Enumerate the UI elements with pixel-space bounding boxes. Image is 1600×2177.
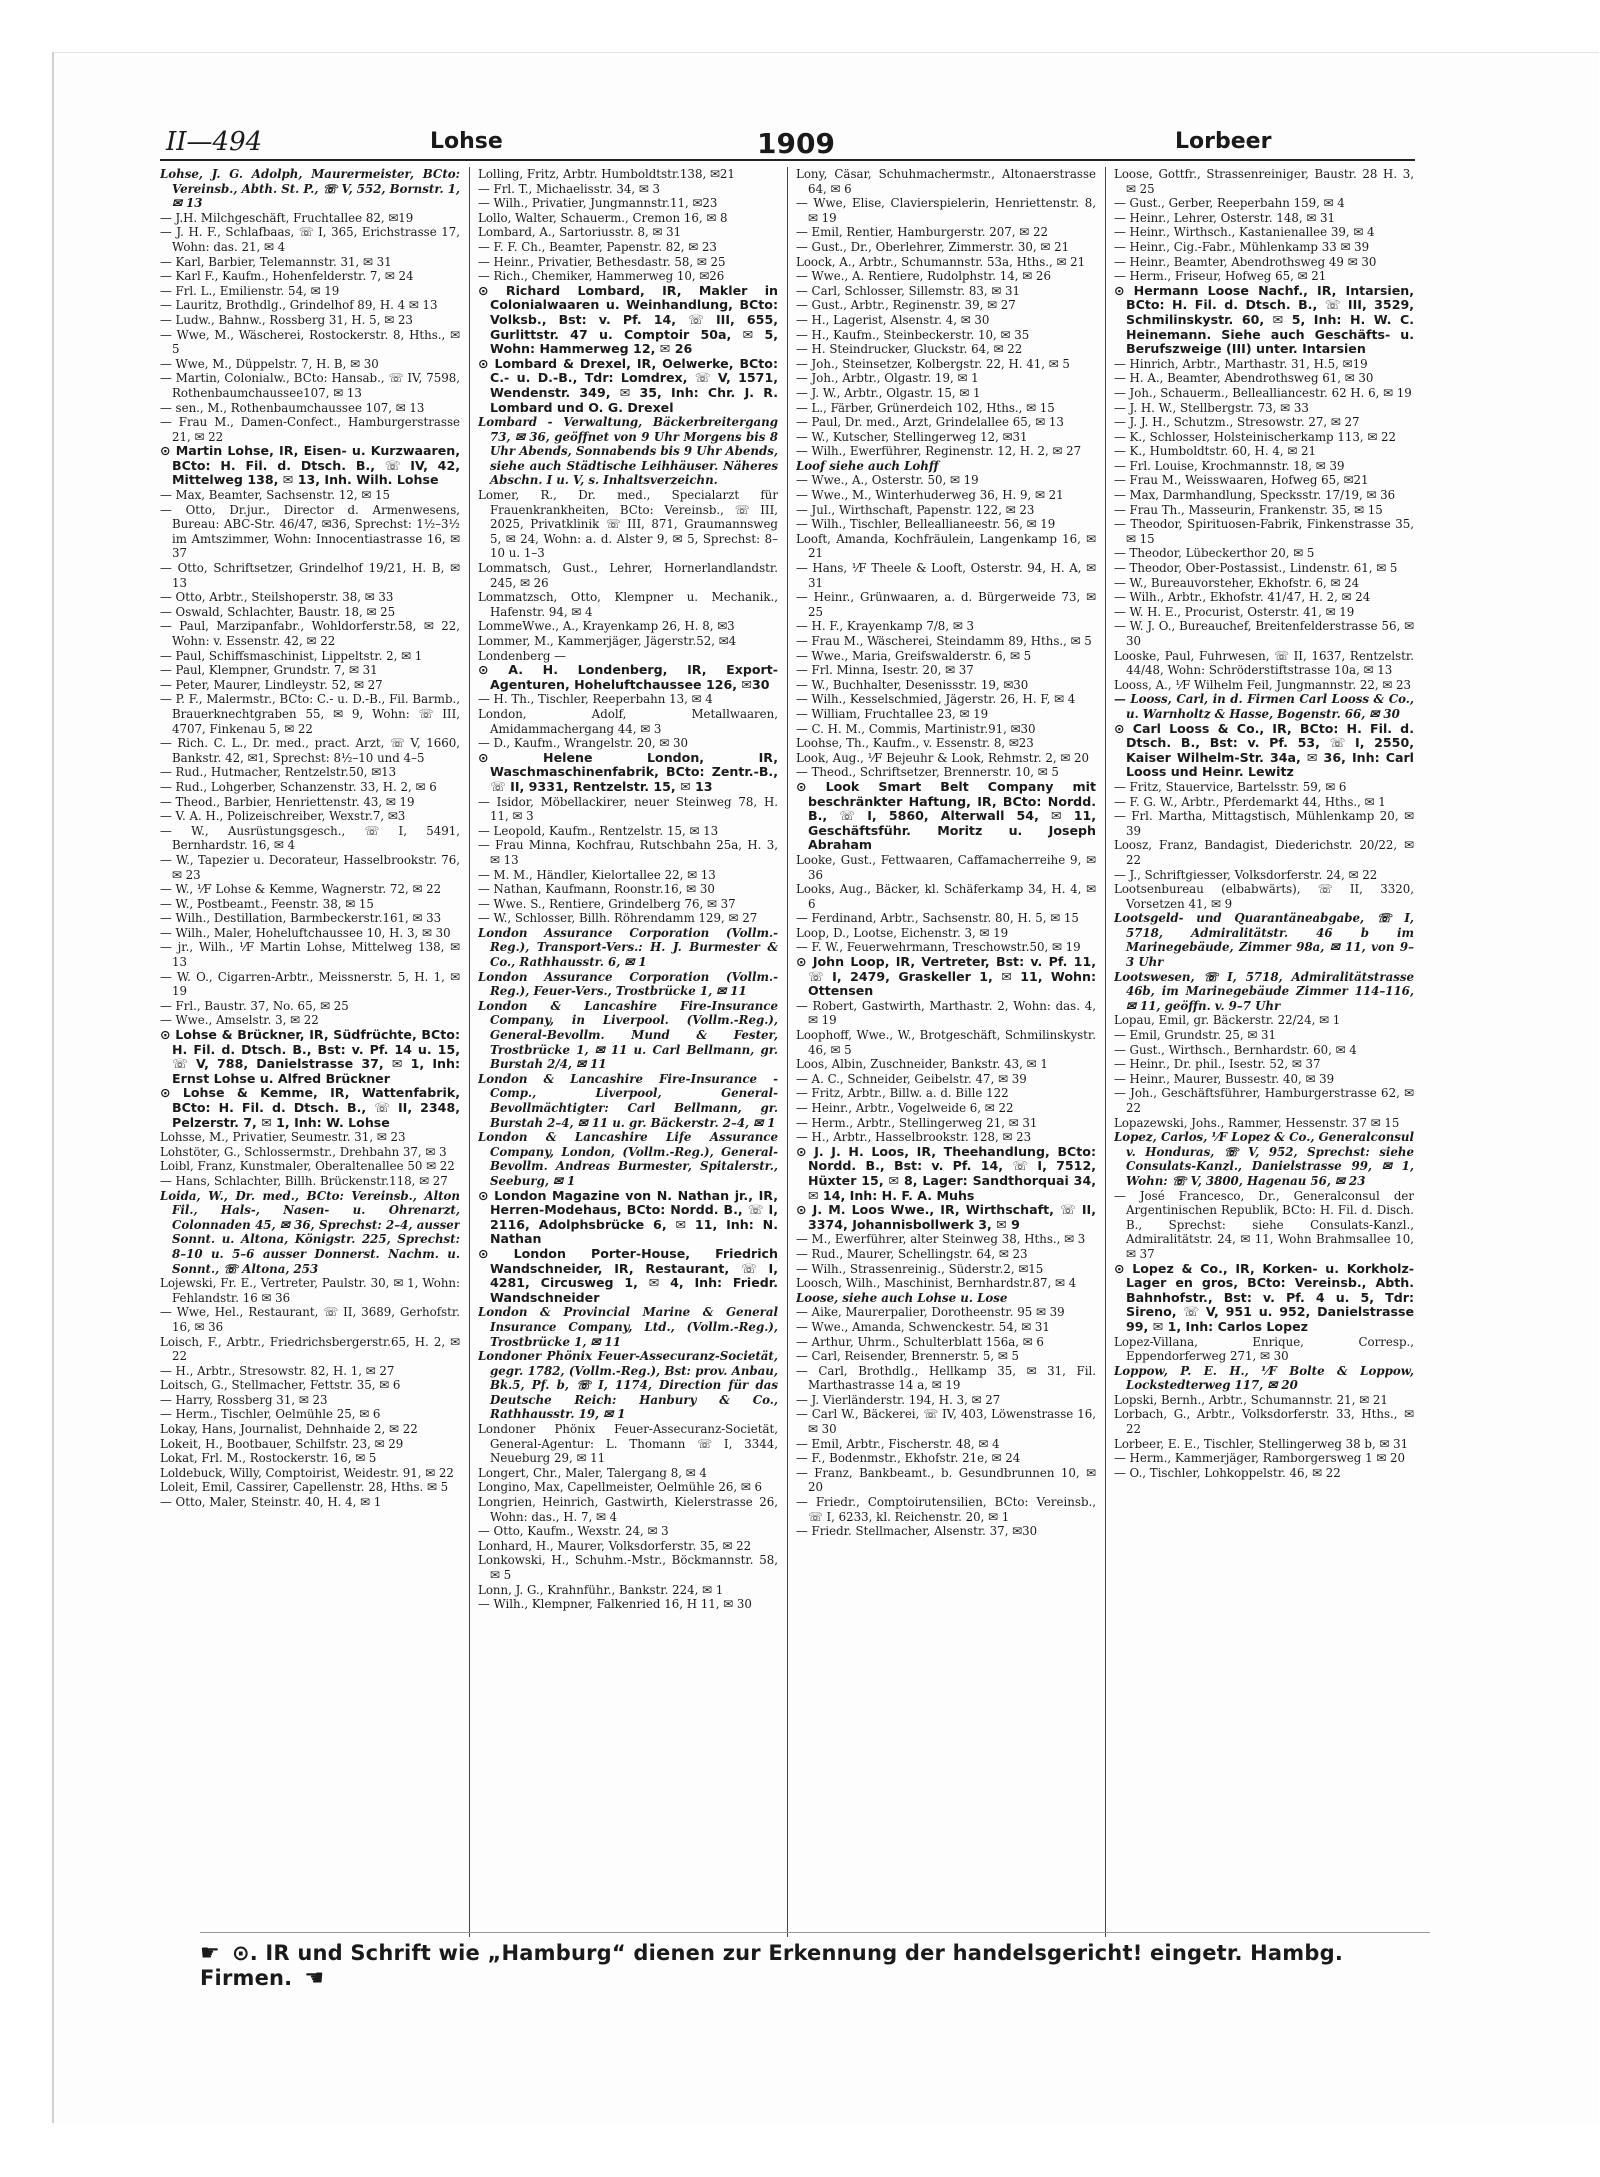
directory-entry: Looske, Paul, Fuhrwesen, ☏ II, 1637, Rentzelstr. 44/48, Wohn: Schröderstiftstrasse 10a, ✉ 13 — [1114, 648, 1414, 678]
directory-entry: — Wilh., Strassenreinig., Süderstr.2, ✉15 — [796, 1261, 1044, 1276]
directory-entry: — Rud., Hutmacher, Rentzelstr.50, ✉13 — [160, 765, 397, 780]
directory-entry: Lopez, Carlos, ⅟F Lopez & Co., Generalconsul v. Honduras, ☏ V, 952, Sprechst: siehe Consulats-Kanzl., Danielstrasse 99, ✉ 1, Wohn: ☏ V, 3800, Hagenau 56, ✉ 23 — [1114, 1130, 1414, 1188]
directory-entry: — Rud., Maurer, Schellingstr. 64, ✉ 23 — [796, 1246, 1028, 1261]
directory-entry: Londoner Phönix Feuer-Assecuranz-Societät, General-Agentur: L. Thomann ☏ I, 3344, Neueburg 29, ✉ 11 — [478, 1422, 778, 1466]
directory-entry: — Arthur, Uhrm., Schulterblatt 156a, ✉ 6 — [796, 1334, 1044, 1349]
directory-entry: — Joh., Steinsetzer, Kolbergstr. 22, H. 41, ✉ 5 — [796, 356, 1070, 371]
directory-entry: — Oswald, Schlachter, Baustr. 18, ✉ 25 — [160, 604, 396, 619]
directory-entry: — Heinr., Maurer, Bussestr. 40, ✉ 39 — [1114, 1071, 1335, 1086]
column-3 — [796, 167, 1096, 1937]
directory-entry: — jr., Wilh., ⅟F Martin Lohse, Mittelweg 138, ✉ 13 — [160, 940, 460, 970]
directory-entry: Lonkowski, H., Schuhm.-Mstr., Böckmannstr. 58, ✉ 5 — [478, 1553, 778, 1582]
directory-entry: Loose, Gottfr., Strassenreiniger, Baustr. 28 H. 3, ✉ 25 — [1114, 167, 1414, 196]
directory-entry: — Heinr., Beamter, Abendrothsweg 49 ✉ 30 — [1114, 254, 1377, 269]
directory-entry: London & Lancashire Life Assurance Company, London, (Vollm.-Reg.), General-Bevollm. Andreas Burmester, Spitalerstr., Seeburg, ✉ 1 — [478, 1130, 778, 1188]
directory-entry: — Joh., Arbtr., Olgastr. 19, ✉ 1 — [796, 371, 979, 386]
directory-entry: Loppow, P. E. H., ⅟F Bolte & Loppow, Lockstedterweg 117, ✉ 20 — [1114, 1363, 1414, 1393]
directory-entry: — H., Lagerist, Alsenstr. 4, ✉ 30 — [796, 312, 990, 327]
directory-entry: Lokeit, H., Bootbauer, Schilfstr. 23, ✉ 29 — [160, 1436, 404, 1451]
directory-entry: — Emil, Grundstr. 25, ✉ 31 — [1114, 1028, 1276, 1043]
directory-entry: — J. W., Arbtr., Olgastr. 15, ✉ 1 — [796, 385, 981, 400]
right-catchword: Lorbeer — [1175, 129, 1272, 154]
directory-entry: — Theodor, Lübeckerthor 20, ✉ 5 — [1114, 546, 1315, 561]
directory-entry: Lommer, M., Kammerjäger, Jägerstr.52, ✉4 — [478, 634, 737, 648]
directory-entry: Lonhard, H., Maurer, Volksdorferstr. 35, ✉ 22 — [478, 1538, 752, 1553]
directory-entry: Looft, Amanda, Kochfräulein, Langenkamp 16, ✉ 21 — [796, 531, 1096, 561]
directory-entry: ⊙ John Loop, IR, Vertreter, Bst: v. Pf. 11, ☏ I, 2479, Graskeller 1, ✉ 11, Wohn: Ottensen — [796, 954, 1096, 999]
directory-entry: — Wilh., Privatier, Jungmannstr.11, ✉23 — [478, 196, 718, 211]
page-footer — [200, 1932, 1430, 1991]
directory-entry: — Theod., Schriftsetzer, Brennerstr. 10, ✉ 5 — [796, 765, 1059, 780]
directory-entry: — Otto, Schriftsetzer, Grindelhof 19/21, H. B, ✉ 13 — [160, 561, 460, 590]
directory-entry: Lojewski, Fr. E., Vertreter, Paulstr. 30, ✉ 1, Wohn: Fehlandstr. 16 ✉ 36 — [160, 1276, 460, 1305]
directory-entry: — K., Humboldtstr. 60, H. 4, ✉ 21 — [1114, 444, 1316, 459]
directory-entry: — Herm., Kammerjäger, Ramborgersweg 1 ✉ 20 — [1114, 1451, 1405, 1466]
directory-entry: London & Provincial Marine & General Insurance Company, Ltd., (Vollm.-Reg.), Trostbrücke 1, ✉ 11 — [478, 1305, 778, 1349]
directory-entry: — Martin, Colonialw., BCto: Hansab., ☏ IV, 7598, Rothenbaumchaussee107, ✉ 13 — [160, 371, 460, 400]
column-1 — [160, 167, 460, 1937]
directory-entry: — Frau M., Weisswaaren, Hofweg 65, ✉21 — [1114, 473, 1369, 488]
directory-entry: — Paul, Schiffsmaschinist, Lippeltstr. 2, ✉ 1 — [160, 648, 423, 663]
directory-entry: Looke, Gust., Fettwaaren, Caffamacherreihe 9, ✉ 36 — [796, 852, 1096, 882]
directory-entry: — Gust., Arbtr., Reginenstr. 39, ✉ 27 — [796, 298, 1016, 313]
directory-entry: — W., ⅟F Lohse & Kemme, Wagnerstr. 72, ✉ 22 — [160, 882, 442, 897]
directory-entry: Lorbeer, E. E., Tischler, Stellingerweg 38 b, ✉ 31 — [1114, 1436, 1409, 1451]
directory-entry: — Frl. Louise, Krochmannstr. 18, ✉ 39 — [1114, 458, 1345, 473]
column-4 — [1114, 167, 1414, 1937]
page-number: II—494 — [166, 127, 263, 157]
directory-entry: — Aike, Maurerpalier, Dorotheenstr. 95 ✉ 39 — [796, 1305, 1065, 1320]
directory-entry: Loitsch, G., Stellmacher, Fettstr. 35, ✉ 6 — [160, 1378, 401, 1393]
directory-entry: — Peter, Maurer, Lindleystr. 52, ✉ 27 — [160, 677, 383, 692]
directory-entry: — J. J. H., Schutzm., Stresowstr. 27, ✉ 27 — [1114, 415, 1360, 430]
directory-entry: — Otto, Kaufm., Wexstr. 24, ✉ 3 — [478, 1524, 669, 1539]
directory-entry: London Assurance Corporation (Vollm.-Reg.), Transport-Vers.: H. J. Burmester & Co., Rathhausstr. 6, ✉ 1 — [478, 925, 778, 970]
directory-entry: Lony, Cäsar, Schuhmachermstr., Altonaerstrasse 64, ✉ 6 — [796, 167, 1096, 196]
directory-entry: — F. G. W., Arbtr., Pferdemarkt 44, Hths., ✉ 1 — [1114, 794, 1386, 809]
directory-entry: — Wwe, Elise, Clavierspielerin, Henriettenstr. 8, ✉ 19 — [796, 196, 1096, 225]
column-rule — [469, 167, 470, 1937]
directory-entry: — Wwe. S., Rentiere, Grindelberg 76, ✉ 37 — [478, 896, 736, 911]
directory-entry: — H., Kaufm., Steinbeckerstr. 10, ✉ 35 — [796, 327, 1030, 342]
directory-entry: — Frl., Baustr. 37, No. 65, ✉ 25 — [160, 998, 349, 1013]
directory-entry: — W., Buchhalter, Desenissstr. 19, ✉30 — [796, 677, 1029, 692]
directory-entry: — Robert, Gastwirth, Marthastr. 2, Wohn: das. 4, ✉ 19 — [796, 998, 1096, 1028]
directory-entry: — Heinr., Cig.-Fabr., Mühlenkamp 33 ✉ 39 — [1114, 239, 1370, 254]
directory-entry: Loof siehe auch Lohff — [796, 458, 939, 473]
directory-entry: Loisch, F., Arbtr., Friedrichsbergerstr.65, H. 2, ✉ 22 — [160, 1334, 460, 1364]
directory-entry: — Joh., Geschäftsführer, Hamburgerstrasse 62, ✉ 22 — [1114, 1086, 1414, 1115]
directory-entry: — W., Bureauvorsteher, Ekhofstr. 6, ✉ 24 — [1114, 575, 1360, 590]
directory-entry: Lombard - Verwaltung, Bäckerbreitergang 73, ✉ 36, geöffnet von 9 Uhr Morgens bis 8 Uhr Abends, Sonnabends bis 9 Uhr Abends, siehe auch Städtische Leihhäuser. Näheres Abschn. I u. V, s. Inhaltsverzeichn. — [478, 415, 778, 488]
directory-entry: — F. F. Ch., Beamter, Papenstr. 82, ✉ 23 — [478, 239, 717, 254]
directory-entry: — Frl. T., Michaelisstr. 34, ✉ 3 — [478, 181, 660, 196]
directory-entry: — Frau M., Damen-Confect., Hamburgerstrasse 21, ✉ 22 — [160, 415, 460, 444]
directory-entry: Lopez-Villana, Enrique, Corresp., Eppendorferweg 271, ✉ 30 — [1114, 1334, 1414, 1364]
directory-entry: — H., Arbtr., Stresowstr. 82, H. 1, ✉ 27 — [160, 1363, 395, 1378]
directory-entry: London & Lancashire Fire-Insurance Company, in Liverpool. (Vollm.-Reg.), General-Bevollm. Mund & Fester, Trostbrücke 1, ✉ 11 u. Carl Bellmann, gr. Burstah 2/4, ✉ 11 — [478, 998, 778, 1072]
directory-entry: — Rud., Lohgerber, Schanzenstr. 33, H. 2, ✉ 6 — [160, 779, 437, 794]
directory-entry: — José Francesco, Dr., Generalconsul der Argentinischen Republik, BCto: H. Fil. d. Disch. B., Sprechst: siehe Consulats-Kanzl., Admiralitätstr. 24, ✉ 11, Wohn Brahmsallee 10, ✉ 37 — [1114, 1188, 1414, 1261]
directory-entry: ⊙ Helene London, IR, Waschmaschinenfabrik, BCto: Zentr.-B., ☏ II, 9331, Rentzelstr. 15, ✉ 13 — [478, 749, 778, 794]
column-rule — [787, 167, 788, 1937]
directory-entry: ⊙ Lohse & Brückner, IR, Südfrüchte, BCto: H. Fil. d. Dtsch. B., Bst: v. Pf. 14 u. 15, ☏ V, 788, Danielstrasse 37, ✉ 1, Inh: Ernst Lohse u. Alfred Brückner — [160, 1027, 460, 1086]
directory-entry: — V. A. H., Polizeischreiber, Wexstr.7, ✉3 — [160, 809, 406, 824]
directory-entry: — J. H. W., Stellbergstr. 73, ✉ 33 — [1114, 400, 1309, 415]
left-catchword: Lohse — [430, 129, 503, 154]
directory-entry: — Gust., Gerber, Reeperbahn 159, ✉ 4 — [1114, 196, 1345, 211]
directory-entry: Looss, A., ⅟F Wilhelm Feil, Jungmannstr. 22, ✉ 23 — [1114, 677, 1412, 692]
directory-entry: — Heinr., Lehrer, Osterstr. 148, ✉ 31 — [1114, 210, 1336, 225]
directory-entry: — Frl. Martha, Mittagstisch, Mühlenkamp 20, ✉ 39 — [1114, 809, 1414, 838]
directory-entry: Lolling, Fritz, Arbtr. Humboldtstr.138, ✉21 — [478, 167, 735, 181]
directory-entry: — H. Th., Tischler, Reeperbahn 13, ✉ 4 — [478, 692, 713, 707]
directory-entry: ⊙ J. M. Loos Wwe., IR, Wirthschaft, ☏ II, 3374, Johannisbollwerk 3, ✉ 9 — [796, 1202, 1096, 1232]
directory-entry: — Wwe., A., Osterstr. 50, ✉ 19 — [796, 473, 979, 488]
directory-entry: Lopau, Emil, gr. Bäckerstr. 22/24, ✉ 1 — [1114, 1013, 1341, 1028]
directory-entry: — Ludw., Bahnw., Rossberg 31, H. 5, ✉ 23 — [160, 312, 413, 327]
directory-entry: — Hinrich, Arbtr., Marthastr. 31, H.5, ✉19 — [1114, 356, 1368, 371]
directory-entry: — Wwe., Amanda, Schwenckestr. 54, ✉ 31 — [796, 1319, 1050, 1334]
directory-entry: Loldebuck, Willy, Comptoirist, Weidestr. 91, ✉ 22 — [160, 1465, 454, 1480]
directory-entry: — J.H. Milchgeschäft, Fruchtallee 82, ✉19 — [160, 210, 414, 225]
directory-entry: — Rich., Chemiker, Hammerweg 10, ✉26 — [478, 269, 725, 284]
directory-entry: — Wilh., Tischler, Belleallianeestr. 56, ✉ 19 — [796, 517, 1056, 532]
directory-entry: — Otto, Arbtr., Steilshoperstr. 38, ✉ 33 — [160, 590, 394, 605]
directory-entry: ⊙ Lopez & Co., IR, Korken- u. Korkholz-Lager en gros, BCto: Vereinsb., Abth. Bahnhofstr., Bst: v. Pf. 4 u. 5, Tdr: Sireno, ☏ V, 951 u. 952, Danielstrasse 99, ✉ 1, Inh: Carlos Lopez — [1114, 1260, 1414, 1334]
directory-entry: ⊙ Look Smart Belt Company mit beschränkter Haftung, IR, BCto: Nordd. B., ☏ I, 5860, Alterwall 54, ✉ 11, Geschäftsführ. Moritz u. Joseph Abraham — [796, 778, 1096, 853]
directory-entry: — W., Kutscher, Stellingerweg 12, ✉31 — [796, 429, 1028, 444]
column-rule — [1105, 167, 1106, 1937]
directory-entry: — A. C., Schneider, Geibelstr. 47, ✉ 39 — [796, 1071, 1027, 1086]
directory-entry: — Carl, Reisender, Brennerstr. 5, ✉ 5 — [796, 1349, 1020, 1364]
directory-entry: — Karl, Barbier, Telemannstr. 31, ✉ 31 — [160, 254, 392, 269]
directory-entry: — Lauritz, Brothdlg., Grindelhof 89, H. 4 ✉ 13 — [160, 298, 438, 313]
directory-page — [160, 125, 1415, 1937]
directory-entry: — F. W., Feuerwehrmann, Treschowstr.50, ✉ 19 — [796, 940, 1081, 955]
directory-entry: — Wwe, M., Düppelstr. 7, H. B, ✉ 30 — [160, 356, 379, 371]
directory-entry: Loohse, Th., Kaufm., v. Essenstr. 8, ✉23 — [796, 736, 1034, 751]
directory-entry: — Harry, Rossberg 31, ✉ 23 — [160, 1392, 328, 1407]
directory-entry: Lootsenbureau (elbabwärts), ☏ II, 3320, Vorsetzen 41, ✉ 9 — [1114, 882, 1414, 911]
column-2 — [478, 167, 778, 1937]
directory-entry: — W., Schlosser, Billh. Röhrendamm 129, ✉ 27 — [478, 911, 758, 926]
directory-entry: Loock, A., Arbtr., Schumannstr. 53a, Hths., ✉ 21 — [796, 254, 1086, 269]
directory-entry: Lokat, Frl. M., Rostockerstr. 16, ✉ 5 — [160, 1451, 377, 1466]
directory-entry: — W. J. O., Bureauchef, Breitenfelderstrasse 56, ✉ 30 — [1114, 619, 1414, 648]
directory-entry: LommeWwe., A., Krayenkamp 26, H. 8, ✉3 — [478, 619, 735, 634]
directory-entry: — Frau Minna, Kochfrau, Rutschbahn 25a, H. 3, ✉ 13 — [478, 838, 778, 867]
directory-entry: — H. A., Beamter, Abendrothsweg 61, ✉ 30 — [1114, 371, 1374, 386]
directory-entry: — Emil, Rentier, Hamburgerstr. 207, ✉ 22 — [796, 225, 1048, 240]
directory-entry: ⊙ Carl Looss & Co., IR, BCto: H. Fil. d. Dtsch. B., Bst: v. Pf. 53, ☏ I, 2550, Kaiser Wilhelm-Str. 34a, ✉ 36, Inh: Carl Looss und Heinr. Lewitz — [1114, 720, 1414, 780]
directory-entry: — Looss, Carl, in d. Firmen Carl Looss & Co., u. Warnholtz & Hasse, Bogenstr. 66, ✉ 30 — [1114, 692, 1414, 721]
directory-entry: — Frau M., Wäscherei, Steindamm 89, Hths., ✉ 5 — [796, 634, 1092, 648]
directory-entry: — Wilh., Maler, Hoheluftchaussee 10, H. 3, ✉ 30 — [160, 925, 451, 940]
footer-note: ⊙. IR und Schrift wie „Hamburg“ dienen zur Erkennung der handelsgericht! eingetr. Hambg. Firmen. — [200, 1941, 1344, 1990]
directory-entry: ⊙ London Porter-House, Friedrich Wandschneider, IR, Restaurant, ☏ I, 4281, Circusweg 1, ✉ 4, Inh: Friedr. Wandschneider — [478, 1245, 778, 1305]
directory-entry: — Gust., Dr., Oberlehrer, Zimmerstr. 30, ✉ 21 — [796, 239, 1070, 254]
directory-entry: Lootswesen, ☏ I, 5718, Admiralitätstrasse 46b, im Marinegebäude Zimmer 114–116, ✉ 11, geöffn. v. 9–7 Uhr — [1114, 969, 1414, 1013]
directory-entry: Loida, W., Dr. med., BCto: Vereinsb., Alton Fil., Hals-, Nasen- u. Ohrenarzt, Colonnaden 45, ✉ 36, Sprechst: 2–4, ausser Sonnt. u. Altona, Königstr. 225, Sprechst: 8–10 u. 5–6 ausser Donnerst. Nachm. u. Sonnt., ☏ Altona, 253 — [160, 1188, 460, 1276]
directory-columns — [160, 167, 1415, 1937]
directory-entry: — P. F., Malermstr., BCto: C.- u. D.-B., Fil. Barmb., Brauerknechtgraben 55, ✉ 9, Wohn: ☏ III, 4707, Finkenau 5, ✉ 22 — [160, 692, 460, 736]
directory-entry: Lopski, Bernh., Arbtr., Schumannstr. 21, ✉ 21 — [1114, 1392, 1388, 1407]
directory-entry: ⊙ London Magazine von N. Nathan jr., IR, Herren-Modehaus, BCto: Nordd. B., ☏ I, 2116, Adolphsbrücke 6, ✉ 11, Inh: N. Nathan — [478, 1187, 778, 1247]
directory-entry: — W., Ausrüstungsgesch., ☏ I, 5491, Bernhardstr. 16, ✉ 4 — [160, 823, 460, 853]
directory-entry: Lohsse, M., Privatier, Seumestr. 31, ✉ 23 — [160, 1130, 406, 1145]
directory-entry: ⊙ Richard Lombard, IR, Makler in Colonialwaaren u. Weinhandlung, BCto: Volksb., Bst: v. Pf. 14, ☏ III, 655, Gurlittstr. 47 u. Comptoir 50a, ✉ 5, Wohn: Hammerweg 12, ✉ 26 — [478, 282, 778, 357]
directory-entry: Londenberg — — [478, 648, 566, 663]
directory-entry: London Assurance Corporation (Vollm.-Reg.), Feuer-Vers., Trostbrücke 1, ✉ 11 — [478, 969, 778, 999]
directory-entry: Loos, Albin, Zuschneider, Bankstr. 43, ✉ 1 — [796, 1057, 1048, 1072]
directory-entry: — Wwe., Amselstr. 3, ✉ 22 — [160, 1013, 319, 1028]
directory-entry: — Friedr. Stellmacher, Alsenstr. 37, ✉30 — [796, 1524, 1038, 1539]
directory-entry: Loosch, Wilh., Maschinist, Bernhardstr.87, ✉ 4 — [796, 1276, 1077, 1291]
directory-entry: Longrien, Heinrich, Gastwirth, Kielerstrasse 26, Wohn: das., H. 7, ✉ 4 — [478, 1495, 778, 1524]
directory-entry: ⊙ Lombard & Drexel, IR, Oelwerke, BCto: C.- u. D.-B., Tdr: Lomdrex, ☏ V, 1571, Wendenstr. 349, ✉ 35, Inh: Chr. J. R. Lombard und O. G. Drexel — [478, 355, 778, 415]
directory-entry: — Frau Th., Masseurin, Frankenstr. 35, ✉ 15 — [1114, 502, 1383, 517]
directory-entry: — Fritz, Stauervice, Bartelsstr. 59, ✉ 6 — [1114, 779, 1347, 794]
directory-entry: — Wwe, Hel., Restaurant, ☏ II, 3689, Gerhofstr. 16, ✉ 36 — [160, 1305, 460, 1334]
directory-entry: — K., Schlosser, Holsteinischerkamp 113, ✉ 22 — [1114, 429, 1396, 444]
directory-entry: Loleit, Emil, Cassirer, Capellenstr. 28, Hths. ✉ 5 — [160, 1480, 449, 1495]
directory-entry: — Max, Beamter, Sachsenstr. 12, ✉ 15 — [160, 488, 390, 503]
directory-entry: — W., Postbeamt., Feenstr. 38, ✉ 15 — [160, 896, 374, 911]
directory-entry: — Herm., Friseur, Hofweg 65, ✉ 21 — [1114, 269, 1327, 284]
directory-entry: London, Adolf, Metallwaaren, Amidammachergang 44, ✉ 3 — [478, 706, 778, 736]
directory-entry: — W., Tapezier u. Decorateur, Hasselbrookstr. 76, ✉ 23 — [160, 852, 460, 882]
directory-entry: Looks, Aug., Bäcker, kl. Schäferkamp 34, H. 4, ✉ 6 — [796, 882, 1096, 911]
directory-entry: Lohse, J. G. Adolph, Maurermeister, BCto: Vereinsb., Abth. St. P., ☏ V, 552, Bornstr. 1, ✉ 13 — [160, 167, 460, 211]
directory-entry: — W. H. E., Procurist, Osterstr. 41, ✉ 19 — [1114, 604, 1355, 619]
directory-entry: — Hans, Schlachter, Billh. Brückenstr.118, ✉ 27 — [160, 1173, 448, 1188]
directory-entry: — W. O., Cigarren-Arbtr., Meissnerstr. 5, H. 1, ✉ 19 — [160, 969, 460, 999]
directory-entry: Loibl, Franz, Kunstmaler, Oberaltenallee 50 ✉ 22 — [160, 1159, 455, 1174]
directory-entry: — Wwe., Maria, Greifswalderstr. 6, ✉ 5 — [796, 648, 1032, 663]
directory-entry: — sen., M., Rothenbaumchaussee 107, ✉ 13 — [160, 400, 425, 415]
directory-entry: — Heinr., Dr. phil., Isestr. 52, ✉ 37 — [1114, 1057, 1321, 1072]
directory-entry: — Paul, Dr. med., Arzt, Grindelallee 65, ✉ 13 — [796, 415, 1064, 430]
directory-entry: — Wilh., Ewerführer, Reginenstr. 12, H. 2, ✉ 27 — [796, 444, 1082, 459]
directory-entry: — M. M., Händler, Kielortallee 22, ✉ 13 — [478, 867, 716, 882]
directory-entry: — D., Kaufm., Wrangelstr. 20, ✉ 30 — [478, 736, 689, 751]
directory-entry: — M., Ewerführer, alter Steinweg 38, Hths., ✉ 3 — [796, 1232, 1086, 1247]
pointing-hand-icon: ☛ — [200, 1941, 220, 1966]
directory-entry: Loose, siehe auch Lohse u. Lose — [796, 1290, 1008, 1305]
directory-entry: ⊙ Hermann Loose Nachf., IR, Intarsien, BCto: H. Fil. d. Dtsch. B., ☏ III, 3529, Schmilinskystr. 60, ✉ 5, Inh: H. W. C. Heinemann. Siehe auch Geschäfts- u. Berufszweige (III) unter. Intarsien — [1114, 282, 1414, 357]
directory-entry: — Heinr., Arbtr., Vogelweide 6, ✉ 22 — [796, 1101, 1014, 1115]
directory-entry: — J., Schriftgiesser, Volksdorferstr. 24, ✉ 22 — [1114, 867, 1378, 882]
directory-entry: — Heinr., Privatier, Bethesdastr. 58, ✉ 25 — [478, 254, 726, 269]
directory-entry: — Wilh., Klempner, Falkenried 16, H 11, ✉ 30 — [478, 1597, 752, 1612]
directory-entry: — Leopold, Kaufm., Rentzelstr. 15, ✉ 13 — [478, 823, 719, 838]
directory-entry: — Joh., Schauerm., Bellealliancestr. 62 H. 6, ✉ 19 — [1114, 385, 1412, 400]
directory-entry: — Nathan, Kaufmann, Roonstr.16, ✉ 30 — [478, 882, 715, 897]
pointing-hand-icon: ☚ — [304, 1966, 325, 1991]
directory-entry: — F., Bodenmstr., Ekhofstr. 21e, ✉ 24 — [796, 1451, 1021, 1466]
directory-entry: Longert, Chr., Maler, Talergang 8, ✉ 4 — [478, 1465, 707, 1480]
directory-entry: — Max, Darmhandlung, Specksstr. 17/19, ✉ 36 — [1114, 488, 1396, 503]
directory-entry: — Wwe., A. Rentiere, Rudolphstr. 14, ✉ 26 — [796, 269, 1051, 284]
directory-entry: Loop, D., Lootse, Eichenstr. 3, ✉ 19 — [796, 925, 1009, 940]
directory-entry: London & Lancashire Fire-Insurance - Comp., Liverpool, General-Bevollmächtigter: Carl Bellmann, gr. Burstah 2–4, ✉ 11 u. gr. Bäckerstr. 2–4, ✉ 1 — [478, 1071, 778, 1130]
directory-entry: — Friedr., Comptoirutensilien, BCto: Vereinsb., ☏ I, 6233, kl. Reichenstr. 20, ✉ 1 — [796, 1495, 1096, 1524]
directory-entry: — Karl F., Kaufm., Hohenfelderstr. 7, ✉ 24 — [160, 269, 414, 284]
directory-entry: Lopazewski, Johs., Rammer, Hessenstr. 37 ✉ 15 — [1114, 1115, 1400, 1130]
directory-entry: Lommatsch, Gust., Lehrer, Hornerlandlandstr. 245, ✉ 26 — [478, 561, 778, 590]
year-heading: 1909 — [757, 127, 835, 160]
directory-entry: — Herm., Tischler, Oelmühle 25, ✉ 6 — [160, 1407, 381, 1422]
directory-entry: Lokay, Hans, Journalist, Dehnhaide 2, ✉ 22 — [160, 1422, 418, 1437]
directory-entry: — C. H. M., Commis, Martinistr.91, ✉30 — [796, 721, 1036, 736]
directory-entry: — L., Färber, Grünerdeich 102, Hths., ✉ 15 — [796, 400, 1055, 415]
directory-entry: — Hans, ⅟F Theele & Looft, Osterstr. 94, H. A, ✉ 31 — [796, 561, 1096, 590]
directory-entry: Lootsgeld- und Quarantäneabgabe, ☏ I, 5718, Admiralitätstr. 46 b im Marinegebäude, Zimmer 98a, ✉ 11, von 9–3 Uhr — [1114, 911, 1414, 970]
directory-entry: — Gust., Wirthsch., Bernhardstr. 60, ✉ 4 — [1114, 1042, 1357, 1057]
directory-entry: — Wilh., Kesselschmied, Jägerstr. 26, H. F, ✉ 4 — [796, 692, 1076, 707]
directory-entry: — Heinr., Wirthsch., Kastanienallee 39, ✉ 4 — [1114, 225, 1375, 240]
directory-entry: — Theod., Barbier, Henriettenstr. 43, ✉ 19 — [160, 794, 415, 809]
directory-entry: — Isidor, Möbellackirer, neuer Steinweg 78, H. 11, ✉ 3 — [478, 794, 778, 824]
directory-entry: — Theodor, Ober-Postassist., Lindenstr. 61, ✉ 5 — [1114, 561, 1398, 576]
directory-entry: — Theodor, Spirituosen-Fabrik, Finkenstrasse 35, ✉ 15 — [1114, 517, 1414, 546]
directory-entry: — Heinr., Grünwaaren, a. d. Bürgerweide 73, ✉ 25 — [796, 590, 1096, 619]
directory-entry: — J. Vierländerstr. 194, H. 3, ✉ 27 — [796, 1392, 1001, 1407]
directory-entry: — Otto, Dr.jur., Director d. Armenwesens, Bureau: ABC-Str. 46/47, ✉36, Sprechst: 1½–3½ im Amtszimmer, Wohn: Innocentiastrasse 16, ✉ 37 — [160, 502, 460, 561]
directory-entry: ⊙ Lohse & Kemme, IR, Wattenfabrik, BCto: H. Fil. d. Dtsch. B., ☏ II, 2348, Pelzerstr. 7, ✉ 1, Inh: W. Lohse — [160, 1085, 460, 1130]
running-head — [160, 125, 1415, 161]
directory-entry: — H. Steindrucker, Gluckstr. 64, ✉ 22 — [796, 342, 1023, 357]
directory-entry: — Franz, Bankbeamt., b. Gesundbrunnen 10, ✉ 20 — [796, 1465, 1096, 1495]
directory-entry: ⊙ J. J. H. Loos, IR, Theehandlung, BCto: Nordd. B., Bst: v. Pf. 14, ☏ I, 7512, Hüxter 15, ✉ 8, Lager: Sandthorquai 34, ✉ 14, Inh: H. F. A. Muhs — [796, 1143, 1096, 1203]
directory-entry: — Paul, Marzipanfabr., Wohldorferstr.58, ✉ 22, Wohn: v. Essenstr. 42, ✉ 22 — [160, 619, 460, 648]
directory-entry: — Ferdinand, Arbtr., Sachsenstr. 80, H. 5, ✉ 15 — [796, 911, 1079, 926]
directory-entry: Lohstöter, G., Schlossermstr., Drehbahn 37, ✉ 3 — [160, 1144, 447, 1159]
directory-entry: — Rich. C. L., Dr. med., pract. Arzt, ☏ V, 1660, Bankstr. 42, ✉1, Sprechst: 8½–10 und 4–5 — [160, 736, 460, 765]
directory-entry: — H. F., Krayenkamp 7/8, ✉ 3 — [796, 619, 974, 634]
directory-entry: — Wilh., Destillation, Barmbeckerstr.161, ✉ 33 — [160, 911, 442, 926]
directory-entry: — Herm., Arbtr., Stellingerweg 21, ✉ 31 — [796, 1115, 1038, 1130]
directory-entry: — Emil, Arbtr., Fischerstr. 48, ✉ 4 — [796, 1436, 1000, 1451]
directory-entry: — O., Tischler, Lohkoppelstr. 46, ✉ 22 — [1114, 1465, 1341, 1480]
directory-entry: Lorbach, G., Arbtr., Volksdorferstr. 33, Hths., ✉ 22 — [1114, 1407, 1414, 1437]
directory-entry: — Jul., Wirthschaft, Papenstr. 122, ✉ 23 — [796, 502, 1035, 517]
directory-entry: — Frl. L., Emilienstr. 54, ✉ 19 — [160, 283, 340, 298]
directory-entry: Lomer, R., Dr. med., Specialarzt für Frauenkrankheiten, BCto: Vereinsb., ☏ III, 2025, Privatklinik ☏ III, 871, Graumannsweg 5, ✉ 24, Wohn: a. d. Alster 9, ✉ 5, Sprechst: 8–10 u. 1–3 — [478, 488, 778, 561]
directory-entry: — Carl, Schlosser, Sillemstr. 83, ✉ 31 — [796, 283, 1020, 298]
directory-entry: — Carl W., Bäckerei, ☏ IV, 403, Löwenstrasse 16, ✉ 30 — [796, 1407, 1096, 1437]
directory-entry: — Carl, Brothdlg., Hellkamp 35, ✉ 31, Fil. Marthastrasse 14 a, ✉ 19 — [796, 1363, 1096, 1393]
directory-entry: Longino, Max, Capellmeister, Oelmühle 26, ✉ 6 — [478, 1480, 762, 1495]
directory-entry: Lonn, J. G., Krahnführ., Bankstr. 224, ✉ 1 — [478, 1582, 724, 1597]
directory-entry: — Otto, Maler, Steinstr. 40, H. 4, ✉ 1 — [160, 1495, 382, 1510]
directory-entry: Lommatzsch, Otto, Klempner u. Mechanik., Hafenstr. 94, ✉ 4 — [478, 590, 778, 619]
directory-entry: — J. H. F., Schlafbaas, ☏ I, 365, Erichstrasse 17, Wohn: das. 21, ✉ 4 — [160, 225, 460, 254]
directory-entry: Londoner Phönix Feuer-Assecuranz-Societät, gegr. 1782, (Vollm.-Reg.), Bst: prov. Anbau, Bk.5, Pf. b, ☏ I, 1174, Direction für das Deutsche Reich: Hanbury & Co., Rathhausstr. 19, ✉ 1 — [478, 1349, 778, 1422]
directory-entry: — Wilh., Arbtr., Ekhofstr. 41/47, H. 2, ✉ 24 — [1114, 590, 1371, 605]
directory-entry: ⊙ A. H. Londenberg, IR, Export-Agenturen, Hoheluftchaussee 126, ✉30 — [478, 662, 778, 692]
directory-entry: — Frl. Minna, Isestr. 20, ✉ 37 — [796, 663, 974, 678]
directory-entry: Loosz, Franz, Bandagist, Diederichstr. 20/22, ✉ 22 — [1114, 838, 1414, 867]
directory-entry: — William, Fruchtallee 23, ✉ 19 — [796, 706, 989, 721]
directory-entry: Look, Aug., ⅟F Bejeuhr & Look, Rehmstr. 2, ✉ 20 — [796, 750, 1089, 765]
directory-entry: — Wwe, M., Wäscherei, Rostockerstr. 8, Hths., ✉ 5 — [160, 327, 460, 357]
directory-entry: Loophoff, Wwe., W., Brotgeschäft, Schmilinskystr. 46, ✉ 5 — [796, 1028, 1096, 1057]
directory-entry: ⊙ Martin Lohse, IR, Eisen- u. Kurzwaaren, BCto: H. Fil. d. Dtsch. B., ☏ IV, 42, Mittelweg 138, ✉ 13, Inh. Wilh. Lohse — [160, 443, 460, 488]
directory-entry: — Paul, Klempner, Grundstr. 7, ✉ 31 — [160, 663, 378, 678]
directory-entry: Lombard, A., Sartoriusstr. 8, ✉ 31 — [478, 225, 682, 240]
directory-entry: — Wwe., M., Winterhuderweg 36, H. 9, ✉ 21 — [796, 488, 1064, 503]
directory-entry: Lollo, Walter, Schauerm., Cremon 16, ✉ 8 — [478, 210, 728, 225]
directory-entry: — H., Arbtr., Hasselbrookstr. 128, ✉ 23 — [796, 1130, 1032, 1145]
directory-entry: — Fritz, Arbtr., Billw. a. d. Bille 122 — [796, 1086, 1009, 1101]
